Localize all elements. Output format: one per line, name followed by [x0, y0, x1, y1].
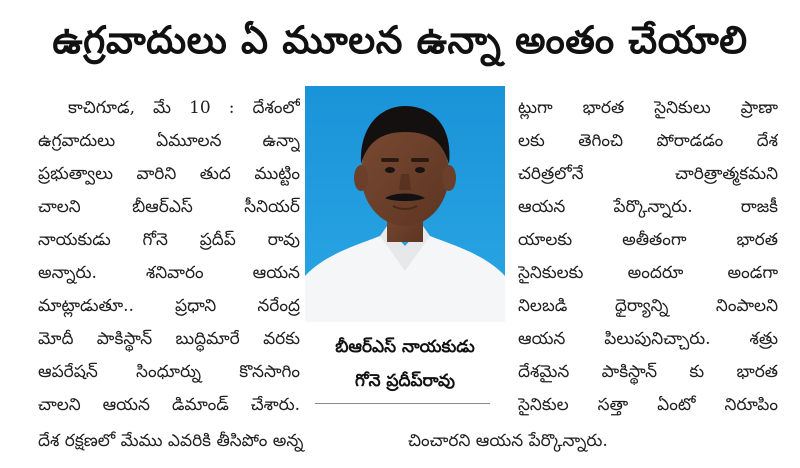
article-line: ట్లుగా భారత సైనికులు ప్రాణా — [518, 98, 778, 118]
caption-line: గోనె ప్రదీప్‌రావు — [355, 371, 455, 391]
article-line: చరిత్రలోనే చారిత్రాత్మకమని — [518, 164, 778, 184]
article-last-line-right: చించారని ఆయన పేర్కొన్నారు. — [408, 431, 608, 451]
article-line: సైనికులకు అందరూ అండగా — [518, 263, 778, 283]
article-line: లకు తెగించి పోరాడడం దేశ — [518, 131, 778, 151]
article-line: సైనికుల సత్తా ఏంటో నిరూపిం — [518, 395, 778, 415]
article-line: నాయకుడు గోనె ప్రదీప్ రావు — [38, 230, 300, 250]
article-line: ఉగ్రవాదులు ఏమూలన ఉన్నా — [38, 131, 300, 151]
article-line: చాలని బీఆర్ఎస్ సీనియర్ — [38, 197, 300, 217]
portrait-photo — [305, 86, 505, 322]
left-column — [38, 92, 300, 422]
article-line: యాలకు అతీతంగా భారత — [518, 230, 778, 250]
article-line: మోదీ పాకిస్థాన్ బుద్ధిమారే వరకు — [38, 329, 300, 349]
photo-caption — [305, 330, 505, 398]
caption-line: బీఆర్ఎస్ నాయకుడు — [335, 337, 475, 357]
article-line: ప్రభుత్వాలు వారిని తుద ముట్టిం — [38, 164, 300, 184]
right-column — [518, 92, 778, 422]
article-line: ఆపరేషన్ సింధూర్ను కొనసాగిం — [38, 362, 300, 382]
caption-divider — [315, 403, 490, 404]
article-line: మాట్లాడుతూ.. ప్రధాని నరేంద్ర — [38, 296, 300, 316]
article-line: నిలబడి ధైర్యాన్ని నింపాలని — [518, 296, 778, 316]
article-line: ఆయన పేర్కొన్నారు. రాజకీ — [518, 197, 778, 217]
article-last-line-left: దేశ రక్షణలో మేము ఎవరికి తీసిపోం అన్న — [38, 431, 304, 451]
article-line: కాచిగూడ, మే 10 : దేశంలో — [68, 98, 300, 118]
article-line: అన్నారు. శనివారం ఆయన — [38, 263, 300, 283]
headline: ఉగ్రవాదులు ఏ మూలన ఉన్నా అంతం చేయాలి — [52, 18, 748, 62]
article-line: చాలని ఆయన డిమాండ్ చేశారు. — [38, 395, 300, 415]
article-line: దేశమైన పాకిస్థాన్ కు భారత — [518, 362, 778, 382]
article-line: ఆయన పిలుపునిచ్చారు. శత్రు — [518, 329, 778, 349]
